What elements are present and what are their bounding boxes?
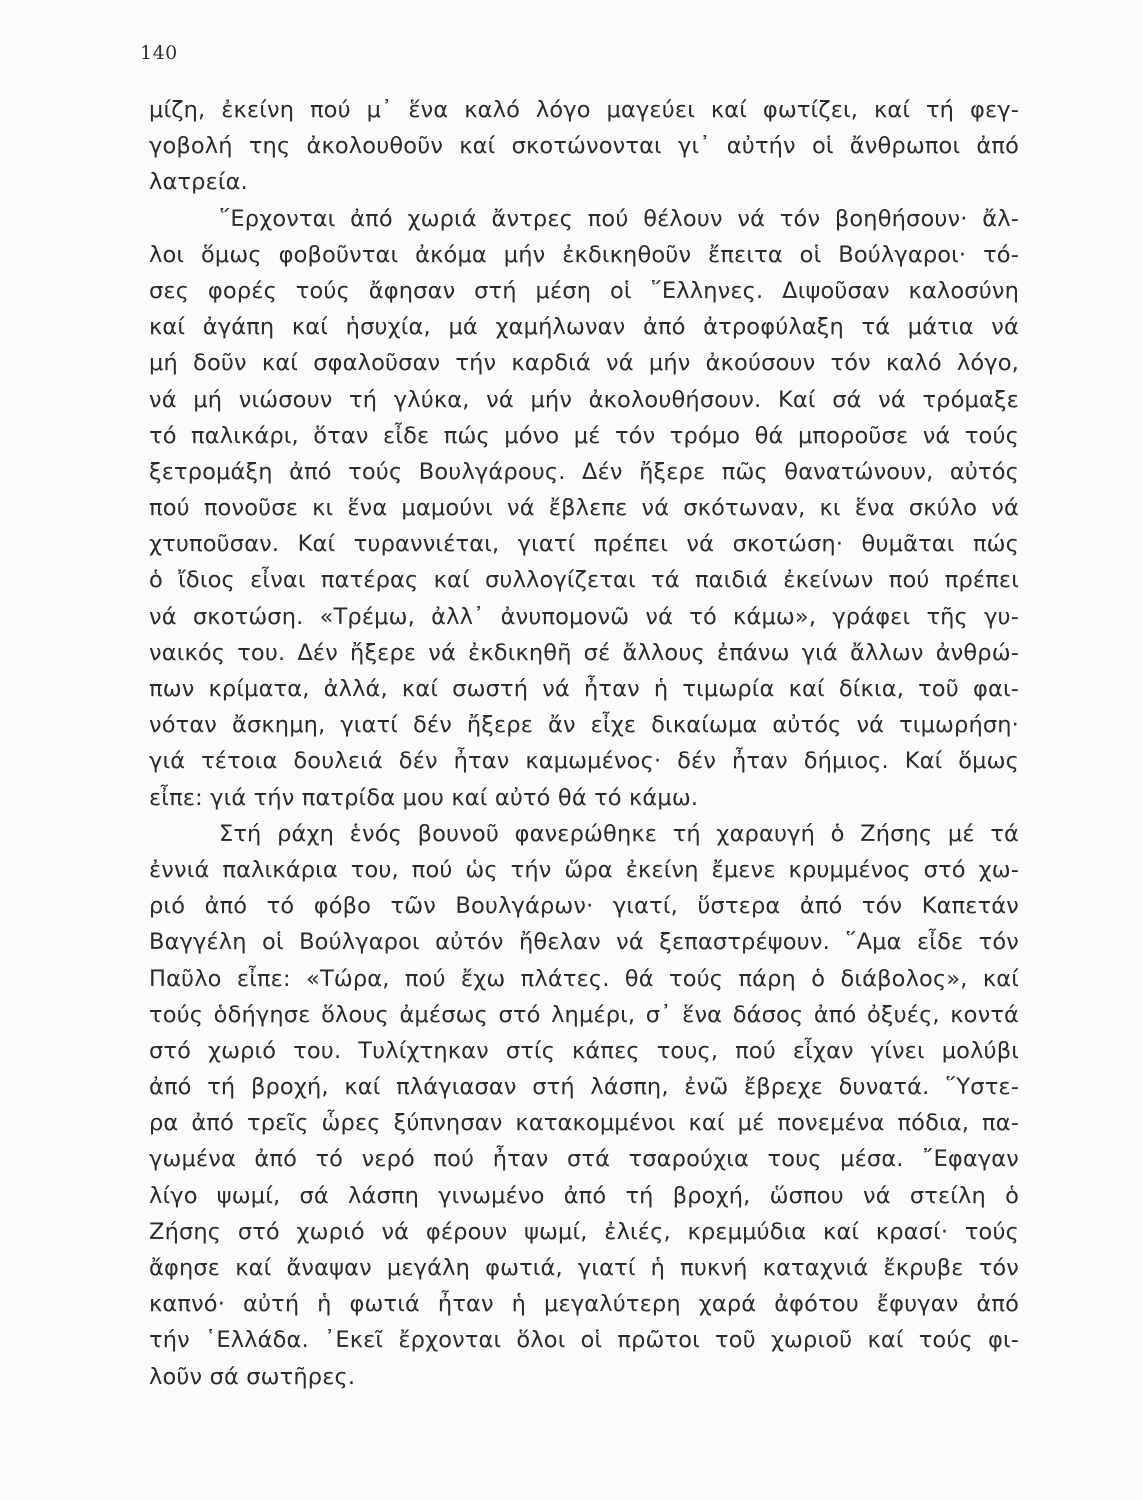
text-line: μή δοῦν καί σφαλοῦσαν τήν καρδιά νά μήν ἀκούσουν τόν καλό λόγο, [149, 350, 1019, 377]
text-line: λοι ὅμως φοβοῦνται ἀκόμα μήν ἐκδικηθοῦν ἔπειτα οἱ Βούλγαροι· τό- [149, 241, 1019, 268]
paragraph-start-line: Στή ράχη ἑνός βουνοῦ φανερώθηκε τή χαραυγή ὁ Ζήσης μέ τά [219, 820, 1019, 847]
body-text [149, 92, 1019, 1395]
text-line: Βαγγέλη οἱ Βούλγαροι αὐτόν ἤθελαν νά ξεπαστρέψουν. ῞Αμα εἶδε τόν [149, 929, 1019, 956]
text-line: λατρεία. [149, 169, 248, 196]
text-line: σες φορές τούς ἄφησαν στή μέση οἱ ῞Ελληνες. Διψοῦσαν καλοσύνη [149, 277, 1019, 304]
text-line: νά σκοτώση. «Τρέμω, ἀλλ᾽ ἀνυπομονῶ νά τό κάμω», γράφει τῆς γυ- [149, 603, 1019, 630]
text-line: πων κρίματα, ἀλλά, καί σωστή νά ἦταν ἡ τιμωρία καί δίκια, τοῦ φαι- [149, 676, 1019, 702]
text-line: τούς ὁδήγησε ὅλους ἀμέσως στό λημέρι, σ᾽ ἕνα δάσος ἀπό ὀξυές, κοντά [149, 1001, 1019, 1028]
text-line: ἄφησε καί ἄναψαν μεγάλη φωτιά, γιατί ἡ πυκνή καταχνιά ἔκρυβε τόν [149, 1255, 1019, 1281]
text-line: λίγο ψωμί, σά λάσπη γινωμένο ἀπό τή βροχή, ὥσπου νά στείλη ὁ [149, 1182, 1019, 1209]
text-line: μίζη, ἐκείνη πού μ᾽ ἕνα καλό λόγο μαγεύει καί φωτίζει, καί τή φεγ- [149, 97, 1019, 123]
text-line: καπνό· αὐτή ἡ φωτιά ἦταν ἡ μεγαλύτερη χαρά ἀφότου ἔφυγαν ἀπό [149, 1291, 1019, 1318]
text-line: ναικός του. Δέν ἤξερε νά ἐκδικηθῆ σέ ἄλλους ἐπάνω γιά ἄλλων ἀνθρώ- [149, 639, 1019, 666]
text-line: εἶπε: γιά τήν πατρίδα μου καί αὐτό θά τό κάμω. [149, 784, 699, 811]
text-line: ρα ἀπό τρεῖς ὧρες ξύπνησαν κατακομμένοι καί μέ πονεμένα πόδια, πα- [149, 1110, 1019, 1137]
text-line: τήν ῾Ελλάδα. ᾿Εκεῖ ἔρχονται ὅλοι οἱ πρῶτοι τοῦ χωριοῦ καί τούς φι- [149, 1327, 1019, 1354]
text-line: Παῦλο εἶπε: «Τώρα, πού ἔχω πλάτες. θά τούς πάρη ὁ διάβολος», καί [149, 965, 1019, 992]
text-line: τό παλικάρι, ὅταν εἶδε πώς μόνο μέ τόν τρόμο θά μποροῦσε νά τούς [149, 422, 1019, 449]
text-line: ἀπό τή βροχή, καί πλάγιασαν στή λάσπη, ἐνῶ ἔβρεχε δυνατά. ῞Υστε- [149, 1074, 1019, 1101]
text-line: στό χωριό του. Τυλίχτηκαν στίς κάπες τους, πού εἶχαν γίνει μολύβι [149, 1037, 1019, 1064]
text-line: ριό ἀπό τό φόβο τῶν Βουλγάρων· γιατί, ὕστερα ἀπό τόν Καπετάν [149, 893, 1019, 920]
text-line: γιά τέτοια δουλειά δέν ἦταν καμωμένος· δέν ἦταν δήμιος. Καί ὅμως [149, 748, 1019, 775]
text-line: Ζήσης στό χωριό νά φέρουν ψωμί, ἐλιές, κρεμμύδια καί κρασί· τούς [149, 1218, 1019, 1245]
text-line: γωμένα ἀπό τό νερό πού ἦταν στά τσαρούχια τους μέσα. ῎Εφαγαν [149, 1146, 1019, 1173]
text-line: καί ἀγάπη καί ἡσυχία, μά χαμήλωναν ἀπό ἀτροφύλαξη τά μάτια νά [149, 314, 1019, 341]
text-line: ἐννιά παλικάρια του, πού ὡς τήν ὥρα ἐκείνη ἔμενε κρυμμένος στό χω- [149, 856, 1019, 883]
text-line: λοῦν σά σωτῆρες. [149, 1363, 356, 1390]
text-line: νόταν ἄσκημη, γιατί δέν ἤξερε ἄν εἶχε δικαίωμα αὐτός νά τιμωρήση· [149, 712, 1019, 739]
text-line: γοβολή της ἀκολουθοῦν καί σκοτώνονται γι᾽ αὐτήν οἱ ἄνθρωποι ἀπό [149, 133, 1019, 160]
page-number: 140 [140, 42, 178, 64]
text-line: πού πονοῦσε κι ἕνα μαμούνι νά ἔβλεπε νά σκότωναν, κι ἕνα σκύλο νά [149, 495, 1019, 522]
text-line: ὁ ἴδιος εἶναι πατέρας καί συλλογίζεται τά παιδιά ἐκείνων πού πρέπει [149, 567, 1019, 594]
text-line: χτυποῦσαν. Καί τυραννιέται, γιατί πρέπει νά σκοτώση· θυμᾶται πώς [149, 531, 1019, 558]
text-line: νά μή νιώσουν τή γλύκα, νά μήν ἀκολουθήσουν. Καί σά νά τρόμαξε [149, 386, 1019, 413]
text-line: ξετρομάξη ἀπό τούς Βουλγάρους. Δέν ἤξερε πῶς θανατώνουν, αὐτός [149, 458, 1019, 485]
paragraph-start-line: ῞Ερχονται ἀπό χωριά ἄντρες πού θέλουν νά τόν βοηθήσουν· ἄλ- [219, 205, 1019, 232]
